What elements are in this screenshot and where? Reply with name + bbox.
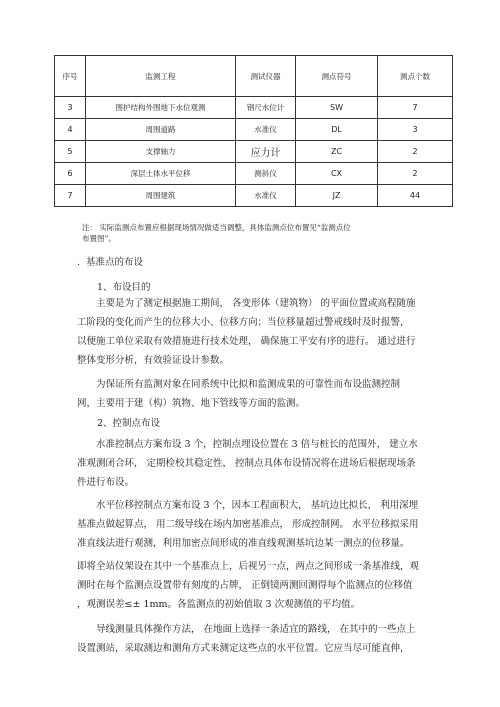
cell-index: 4 bbox=[55, 119, 86, 141]
cell-index: 6 bbox=[55, 163, 86, 185]
table-row bbox=[55, 163, 453, 185]
paragraph-control-network bbox=[77, 375, 422, 413]
paragraph-purpose bbox=[77, 294, 422, 370]
paragraph-total-station bbox=[77, 557, 422, 614]
subheading-purpose: 1、布设目的 bbox=[97, 282, 151, 293]
subheading-control-points: 2、控制点布设 bbox=[97, 418, 161, 429]
cell-index: 7 bbox=[55, 185, 86, 207]
cell-item: 周围道路 bbox=[86, 119, 236, 141]
header-cell: 序号 bbox=[55, 56, 86, 97]
table-row bbox=[55, 141, 453, 163]
table-row bbox=[55, 97, 453, 119]
cell-item: 周围建筑 bbox=[86, 185, 236, 207]
paragraph-line: 整体变形分析，有效验证设计参数。 bbox=[77, 355, 230, 366]
header-cell: 测点个数 bbox=[378, 56, 453, 97]
paragraph-line: 准直线法进行观测，利用加密点间形成的准直线观测基坑边某一测点的位移量。 bbox=[77, 538, 410, 549]
section-heading bbox=[77, 254, 143, 268]
cell-instrument: 应力计 bbox=[236, 141, 296, 163]
paragraph-line: 水平位移控制点方案布设 3 个，因本工程面积大， 基坑边比拟长， 利用深埋 bbox=[96, 500, 419, 511]
paragraph-line: 即将全站仪架设在其中一个基准点上，后视另一点，两点之间形成一条基准线，观 bbox=[77, 561, 420, 572]
cell-count: 2 bbox=[378, 163, 453, 185]
table-row bbox=[55, 119, 453, 141]
cell-symbol: CX bbox=[296, 163, 378, 185]
section-title: 基准点的布设 bbox=[86, 257, 144, 268]
paragraph-line: ，观测误差≤± 1mm。各监测点的初始值取 3 次观测值的平均值。 bbox=[77, 599, 361, 610]
cell-item: 围护结构外围地下水位观测 bbox=[86, 97, 236, 119]
section-marker: . bbox=[77, 257, 81, 268]
cell-symbol: JZ bbox=[296, 185, 378, 207]
cell-instrument: 测斜仪 bbox=[236, 163, 296, 185]
header-cell: 监测工程 bbox=[86, 56, 236, 97]
cell-count: 44 bbox=[378, 185, 453, 207]
cell-symbol: ZC bbox=[296, 141, 378, 163]
table-row bbox=[55, 185, 453, 207]
paragraph-line: 测时在每个监测点设置带有刻度的占牌， 正倒镜两测回测得每个监测点的位移值 bbox=[77, 580, 413, 591]
header-cell: 测试仪器 bbox=[236, 56, 296, 97]
cell-symbol: SW bbox=[296, 97, 378, 119]
header-cell: 测点符号 bbox=[296, 56, 378, 97]
table-note bbox=[82, 222, 422, 244]
paragraph-horizontal-points bbox=[77, 496, 422, 553]
cell-index: 3 bbox=[55, 97, 86, 119]
paragraph-line: 为保证所有监测对象在同系统中比拟和监测成果的可靠性而布设监测控制 bbox=[96, 379, 401, 390]
cell-instrument: 水准仪 bbox=[236, 119, 296, 141]
table-header-row bbox=[55, 56, 453, 97]
note-line: 注： 实际监测点布置应根据现场情况做适当调整，具体监测点位布置见“监测点位 bbox=[82, 223, 351, 232]
cell-instrument: 水准仪 bbox=[236, 185, 296, 207]
cell-count: 2 bbox=[378, 141, 453, 163]
cell-symbol: DL bbox=[296, 119, 378, 141]
paragraph-line: 工阶段的变化而产生的位移大小、位移方向；当位移量超过警戒线时及时报警， bbox=[77, 317, 410, 328]
paragraph-line: 网，主要用于建（构）筑物、地下管线等方面的监测。 bbox=[77, 398, 306, 409]
cell-instrument: 钢尺水位计 bbox=[236, 97, 296, 119]
paragraph-leveling-points bbox=[77, 435, 422, 492]
paragraph-line: 水准控制点方案布设 3 个，控制点埋设位置在 3 倍与桩长的范围外， 建立水 bbox=[96, 439, 418, 450]
cell-item: 支撑轴力 bbox=[86, 141, 236, 163]
cell-count: 7 bbox=[378, 97, 453, 119]
paragraph-line: 导线测量具体操作方法， 在地面上选择一条适宜的路线， 在其中的一些点上 bbox=[96, 624, 416, 635]
paragraph-line: 设置测站，采取测边和测角方式来测定这些点的水平位置。它应当尽可能直伸， bbox=[77, 643, 410, 654]
cell-count: 3 bbox=[378, 119, 453, 141]
paragraph-line: 主要是为了测定根据施工期间， 各变形体（建筑物） 的平面位置或高程随施 bbox=[96, 298, 416, 309]
paragraph-traverse bbox=[77, 620, 422, 658]
note-line: 布置图”。 bbox=[82, 234, 116, 243]
cell-index: 5 bbox=[55, 141, 86, 163]
paragraph-line: 基准点做起算点， 用二级导线在场内加密基准点， 形成控制网。 水平位移拟采用 bbox=[77, 519, 419, 530]
cell-item: 深层土体水平位移 bbox=[86, 163, 236, 185]
paragraph-line: 准观测闭合环， 定期检校其稳定性， 控制点具体布设情况将在进场后根据现场条 bbox=[77, 458, 416, 469]
monitoring-table bbox=[54, 55, 453, 207]
paragraph-line: 以便施工单位采取有效措施进行技术处理， 确保施工平安有序的进行。 通过进行 bbox=[77, 336, 416, 347]
paragraph-line: 件进行布设。 bbox=[77, 477, 135, 488]
